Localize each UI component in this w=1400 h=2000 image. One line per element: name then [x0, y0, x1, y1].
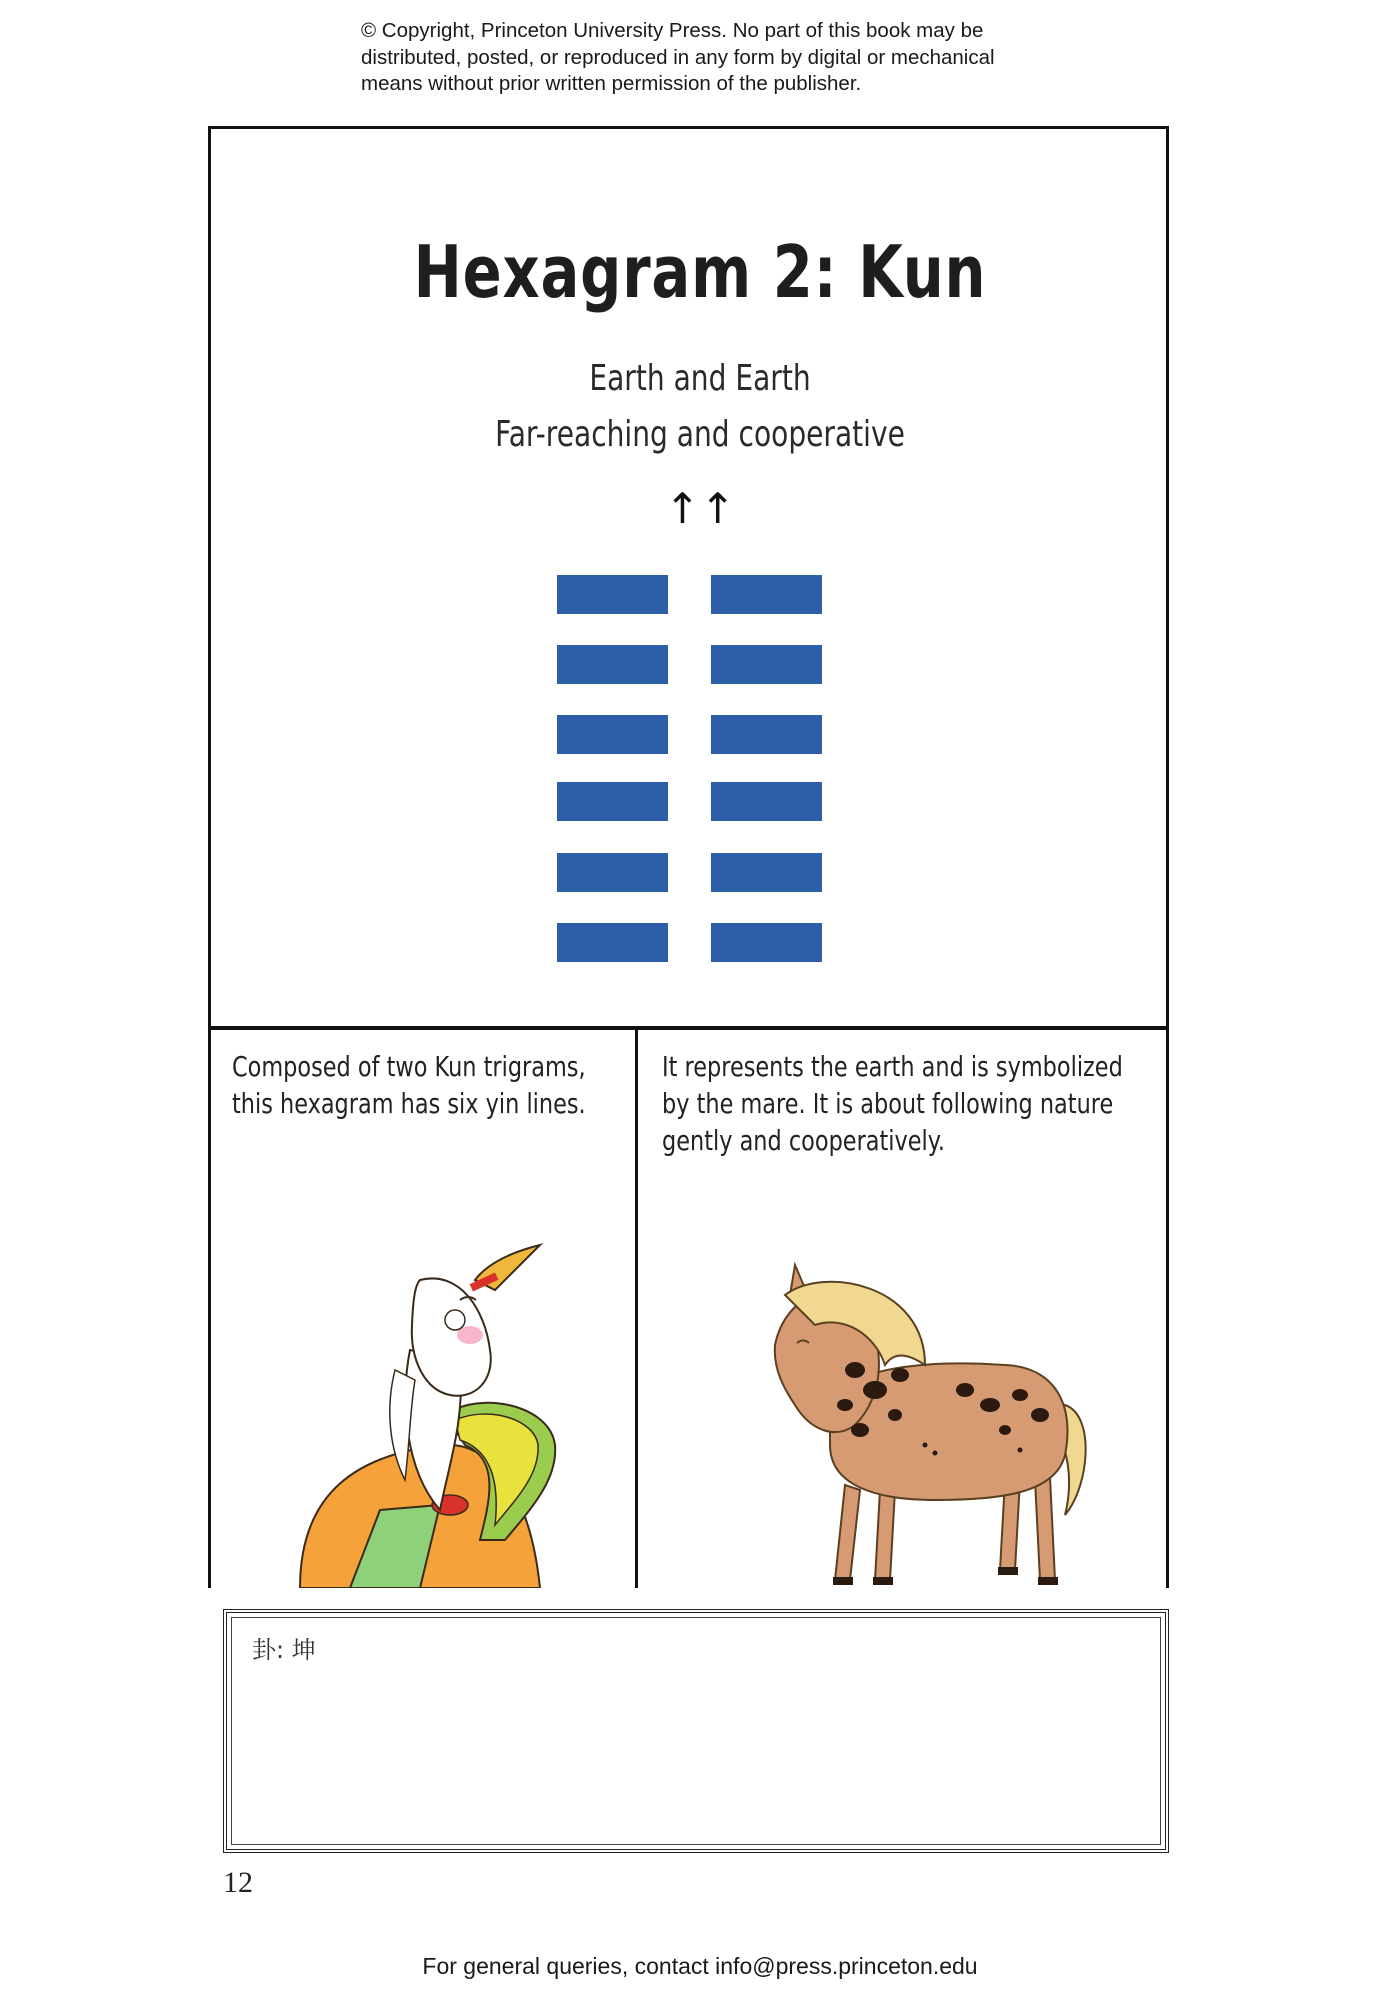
caption-line: by the mare. It is about following nature — [662, 1087, 1114, 1120]
copyright-line: distributed, posted, or reproduced in any form by digital or mechanical — [361, 45, 995, 69]
yin-line-right-segment — [711, 715, 822, 754]
yin-line-right-segment — [711, 923, 822, 962]
mare-illustration — [735, 1255, 1105, 1588]
yin-line-left-segment — [557, 853, 668, 892]
yin-line-left-segment — [557, 715, 668, 754]
sage-illustration — [290, 1240, 590, 1588]
notes-text: 卦: 坤 — [252, 1636, 316, 1664]
yin-line-left-segment — [557, 645, 668, 684]
yin-line-left-segment — [557, 923, 668, 962]
caption-line: this hexagram has six yin lines. — [232, 1087, 586, 1120]
yin-line-right-segment — [711, 853, 822, 892]
copyright-notice — [361, 18, 1121, 98]
copyright-line: © Copyright, Princeton University Press. No part of this book may be — [361, 19, 984, 42]
footer-contact: For general queries, contact info@press.princeton.edu — [422, 1953, 978, 1979]
yin-line-right-segment — [711, 782, 822, 821]
hexagram-title: Hexagram 2: Kun — [413, 230, 987, 314]
right-panel-caption — [662, 1048, 1123, 1159]
page-number: 12 — [223, 1866, 253, 1899]
notes-inner-border — [231, 1617, 1161, 1845]
caption-line: It represents the earth and is symbolized — [662, 1050, 1123, 1083]
arrows-icon: ↑↑ — [664, 484, 736, 533]
notes-box — [223, 1609, 1169, 1853]
left-panel-caption — [232, 1048, 586, 1122]
caption-line: gently and cooperatively. — [662, 1124, 945, 1157]
yin-line-left-segment — [557, 575, 668, 614]
yin-line-left-segment — [557, 782, 668, 821]
yin-line-right-segment — [711, 575, 822, 614]
hexagram-subtitle-trigrams: Earth and Earth — [589, 358, 811, 399]
yin-line-right-segment — [711, 645, 822, 684]
caption-line: Composed of two Kun trigrams, — [232, 1050, 586, 1083]
copyright-line: means without prior written permission of the publisher. — [361, 72, 862, 95]
hexagram-subtitle-meaning: Far-reaching and cooperative — [495, 414, 905, 455]
